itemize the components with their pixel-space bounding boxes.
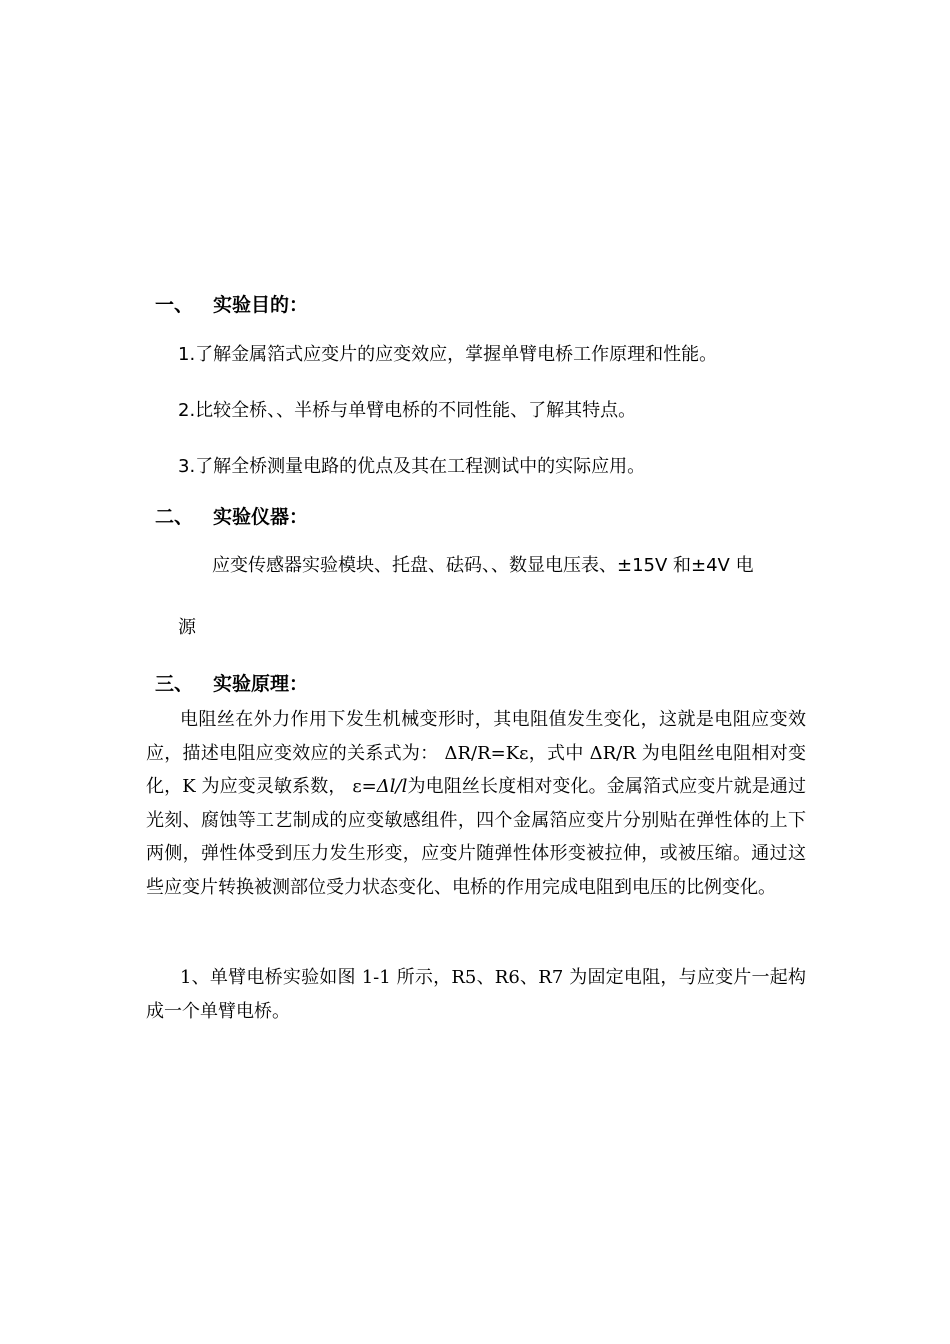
section-number: 三、 <box>155 673 194 695</box>
principle-paragraph-1 <box>146 703 806 904</box>
objective-item-1: 1.了解金属箔式应变片的应变效应，掌握单臂电桥工作原理和性能。 <box>178 344 718 365</box>
formula-italic: Δl/l <box>376 776 408 797</box>
objective-item-2: 2.比较全桥、、半桥与单臂电桥的不同性能、了解其特点。 <box>178 400 637 421</box>
section-title: 实验目的： <box>213 294 309 316</box>
objective-item-3: 3.了解全桥测量电路的优点及其在工程测试中的实际应用。 <box>178 456 646 477</box>
section-title: 实验原理： <box>213 673 309 695</box>
section-title: 实验仪器： <box>213 506 309 528</box>
instruments-line-2: 源 <box>178 617 196 638</box>
principle-text-a: 电阻丝在外力作用下发生机械变形时，其电阻值发生变化，这就是电阻应变效应，描述电阻应变效应的关系式为： ΔR/R=Kε，式中 ΔR/R 为电阻丝电阻相对变化，K 为应变灵敏系数， ε= <box>146 709 806 797</box>
principle-paragraph-2: 1、单臂电桥实验如图 1-1 所示，R5、R6、R7 为固定电阻，与应变片一起构成一个单臂电桥。 <box>146 967 806 1022</box>
section-number: 一、 <box>155 294 194 316</box>
instruments-line-1: 应变传感器实验模块、托盘、砝码、、数显电压表、±15V 和±4V 电 <box>212 555 754 576</box>
principle-text-b: 为电阻丝长度相对变化。金属箔式应变片就是通过光刻、腐蚀等工艺制成的应变敏感组件，四个金属箔应变片分别贴在弹性体的上下两侧，弹性体受到压力发生形变，应变片随弹性体形变被拉伸，或被压缩。通过这些应变片转换被测部位受力状态变化、电桥的作用完成电阻到电压的比例变化。 <box>146 776 807 898</box>
section-number: 二、 <box>155 506 194 528</box>
